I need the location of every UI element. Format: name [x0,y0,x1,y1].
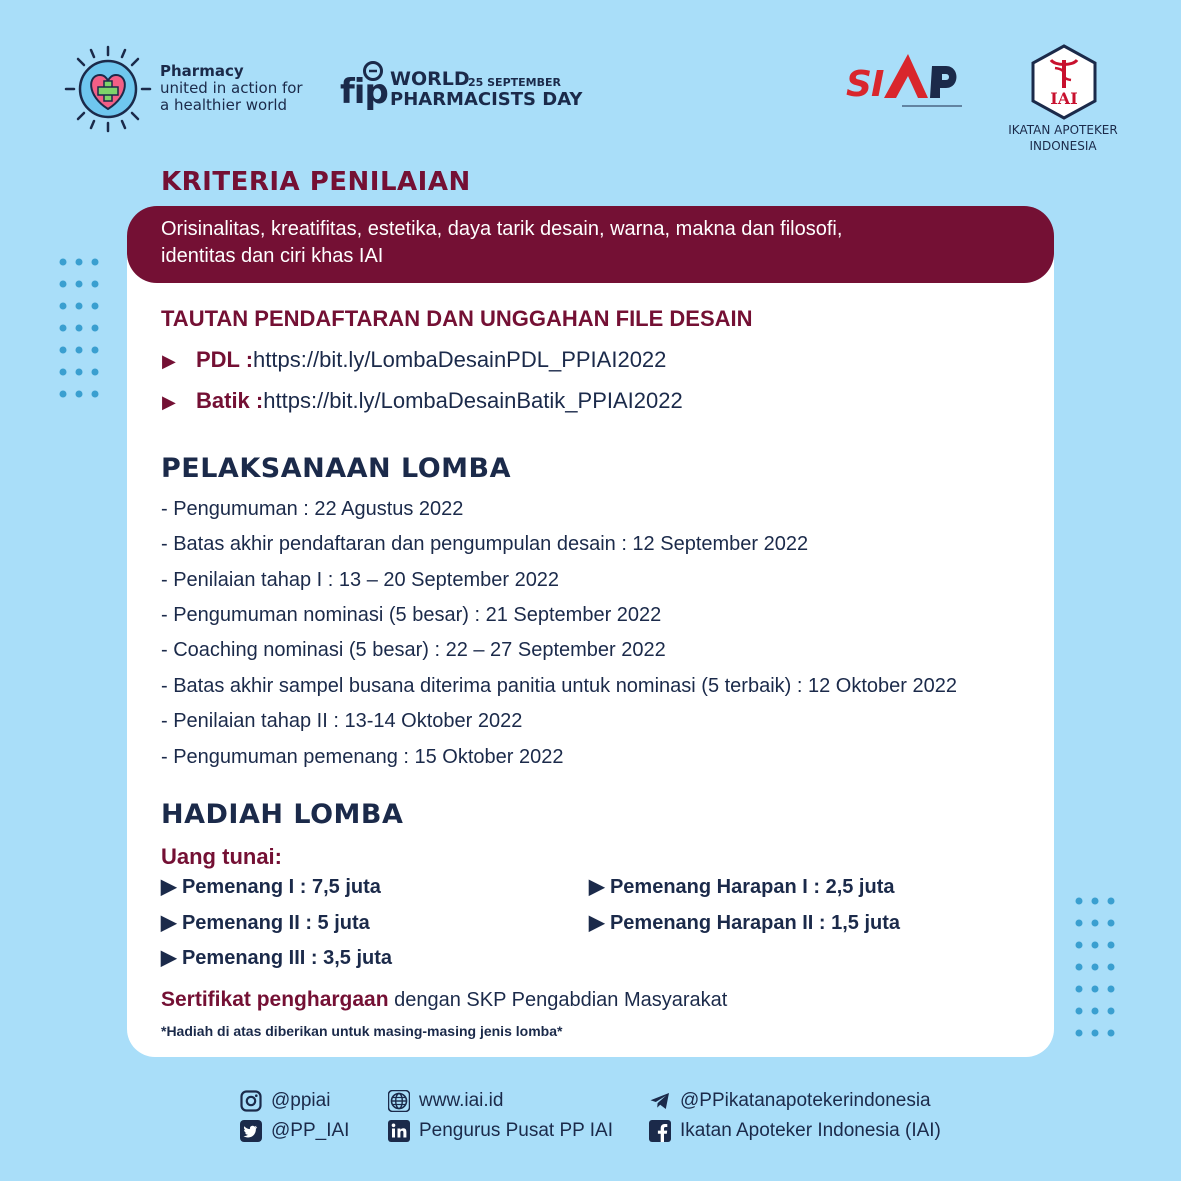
prize-item: ▶ Pemenang III : 3,5 juta [161,947,393,969]
footer-telegram[interactable]: @PPikatanapotekerindonesia [649,1090,931,1112]
pharmacy-logo [64,45,314,135]
fip-day: PHARMACISTS DAY [390,89,583,110]
link-row-pdl [162,347,666,373]
dot-grid-right [1075,897,1117,1044]
schedule-item: - Batas akhir pendaftaran dan pengumpulan desain : 12 September 2022 [161,533,809,555]
play-bullet-icon: ▶ [589,876,605,898]
hadiah-note: *Hadiah di atas diberikan untuk masing-masing jenis lomba* [161,1023,563,1039]
fip-world-pharmacists-day-logo [340,60,590,120]
link-url-batik[interactable]: https://bit.ly/LombaDesainBatik_PPIAI2022 [263,388,683,413]
twitter-icon [240,1120,262,1142]
dot-grid-left [59,258,101,405]
prize-item: ▶ Pemenang I : 7,5 juta [161,876,381,898]
sertifikat-bold: Sertifikat penghargaan [161,988,389,1011]
play-bullet-icon: ▶ [161,876,177,898]
globe-heart-icon [64,45,152,133]
iai-emblem-icon [1031,44,1097,120]
uang-tunai-label: Uang tunai: [161,844,282,869]
link-label-pdl: PDL : [196,347,254,372]
instagram-icon [240,1090,262,1112]
kriteria-line1: Orisinalitas, kreatifitas, estetika, daya tarik desain, warna, makna dan filosofi, [161,218,843,240]
fip-world: WORLD [390,68,470,90]
play-bullet-icon: ▶ [161,912,177,934]
play-bullet-icon: ▶ [589,912,605,934]
link-label-batik: Batik : [196,388,264,413]
footer-twitter[interactable]: @PP_IAI [240,1120,349,1142]
schedule-item: - Penilaian tahap II : 13-14 Oktober 2022 [161,710,523,732]
pharmacy-logo-line1: united in action for [160,79,303,97]
footer-website[interactable]: www.iai.id [388,1090,503,1112]
linkedin-icon [388,1120,410,1142]
iai-logo-line2: INDONESIA [1029,139,1097,153]
pharmacy-logo-title: Pharmacy [160,62,244,80]
prize-item: ▶ Pemenang Harapan II : 1,5 juta [589,912,901,934]
iai-logo-line1: IKATAN APOTEKER [1008,123,1118,137]
triangle-bullet-icon: ▶ [162,392,176,412]
telegram-icon [649,1090,671,1112]
fip-date: 25 SEPTEMBER [468,76,561,89]
footer-linkedin[interactable]: Pengurus Pusat PP IAI [388,1120,613,1142]
fip-mark: fip [340,72,388,112]
iai-logo [1000,44,1126,156]
kriteria-heading: KRITERIA PENILAIAN [161,167,471,197]
schedule-item: - Coaching nominasi (5 besar) : 22 – 27 September 2022 [161,639,666,661]
sertifikat-line [161,988,727,1012]
link-url-pdl[interactable]: https://bit.ly/LombaDesainPDL_PPIAI2022 [253,347,667,372]
schedule-item: - Pengumuman nominasi (5 besar) : 21 September 2022 [161,604,662,626]
schedule-item: - Penilaian tahap I : 13 – 20 September 2022 [161,569,560,591]
schedule-item: - Pengumuman pemenang : 15 Oktober 2022 [161,746,564,768]
prize-item: ▶ Pemenang Harapan I : 2,5 juta [589,876,895,898]
hadiah-heading: HADIAH LOMBA [161,799,404,830]
triangle-bullet-icon: ▶ [162,351,176,371]
pelaksanaan-heading: PELAKSANAAN LOMBA [161,453,512,484]
kriteria-line2: identitas dan ciri khas IAI [161,245,384,267]
iai-mark: IAI [1050,89,1078,108]
play-bullet-icon: ▶ [161,947,177,969]
prize-item: ▶ Pemenang II : 5 juta [161,912,370,934]
svg-text:I: I [871,64,885,105]
schedule-item: - Batas akhir sampel busana diterima panitia untuk nominasi (5 terbaik) : 12 Oktober 2022 [161,675,957,697]
siap-mark-icon [846,52,968,114]
schedule-item: - Pengumuman : 22 Agustus 2022 [161,498,464,520]
svg-text:S: S [846,64,872,105]
sertifikat-rest: dengan SKP Pengabdian Masyarakat [388,989,728,1011]
globe-icon [388,1090,410,1112]
tautan-heading: TAUTAN PENDAFTARAN DAN UNGGAHAN FILE DESAIN [161,306,753,331]
siap-logo [846,52,968,114]
kriteria-banner [127,206,1054,283]
link-row-batik [162,388,683,414]
footer-instagram[interactable]: @ppiai [240,1090,330,1112]
facebook-icon [649,1120,671,1142]
pharmacy-logo-line2: a healthier world [160,96,288,114]
footer-facebook[interactable]: Ikatan Apoteker Indonesia (IAI) [649,1120,941,1142]
